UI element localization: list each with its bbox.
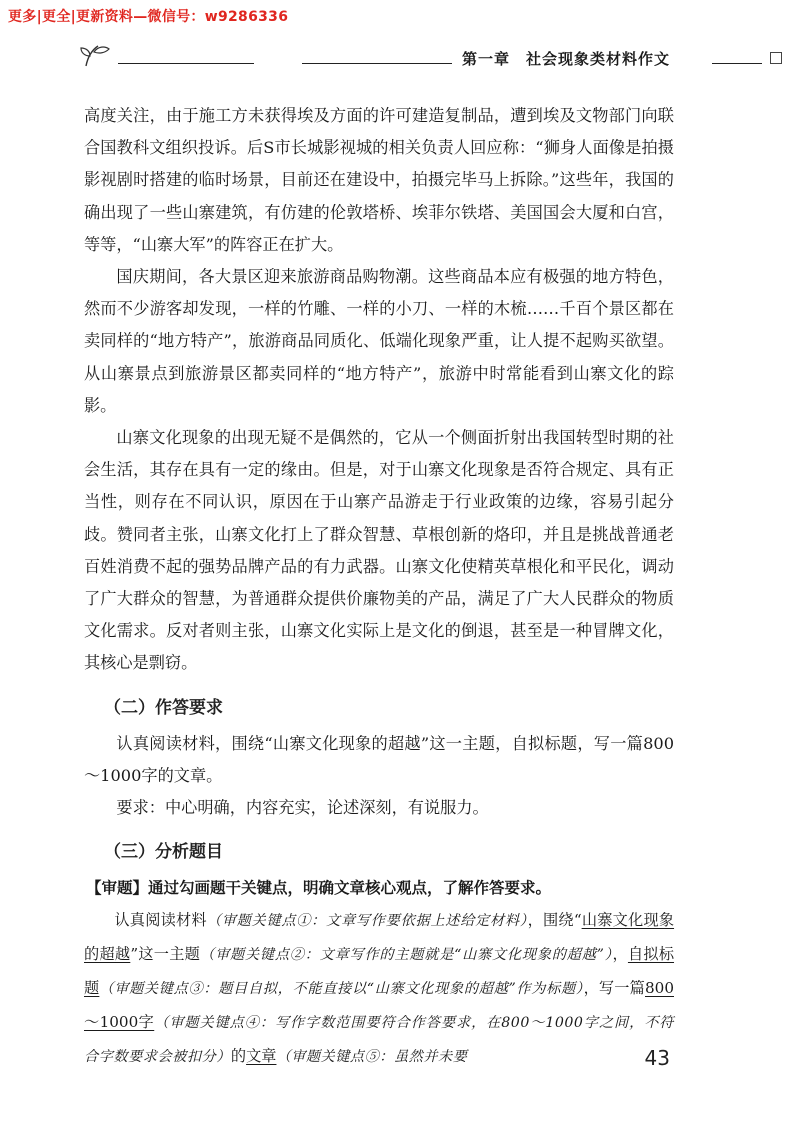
section-2-heading: （二）作答要求 [104, 697, 223, 718]
analysis-text: ”这一主题 [130, 945, 201, 964]
header-box-mark [770, 52, 782, 64]
material-paragraph-1: 高度关注，由于施工方未获得埃及方面的许可建造复制品，遭到埃及文物部门向联合国教科文组织投诉。后S市长城影视城的相关负责人回应称：“狮身人面像是拍摄影视剧时搭建的临时场景，目前还在建设中，拍摄完毕马上拆除。”这些年，我国的确出现了一些山寨建筑，有仿建的伦敦塔桥、埃菲尔铁塔、美国国会大厦和白宫，等等，“山寨大军”的阵容正在扩大。 [84, 106, 674, 254]
section-3-heading: （三）分析题目 [104, 842, 223, 863]
material-paragraph-3: 山寨文化现象的出现无疑不是偶然的，它从一个侧面折射出我国转型时期的社会生活，其存在具有一定的缘由。但是，对于山寨文化现象是否符合规定、具有正当性，则存在不同认识，原因在于山寨产品游走于行业政策的边缘，容易引起分歧。赞同者主张，山寨文化打上了群众智慧、草根创新的烙印，并且是挑战普通老百姓消费不起的强势品牌产品的有力武器。山寨文化使精英草根化和平民化，调动了广大群众的智慧，为普通群众提供价廉物美的产品，满足了广大人民群众的物质文化需求。反对者则主张，山寨文化实际上是文化的倒退，甚至是一种冒牌文化，其核心是剽窃。 [84, 428, 674, 673]
chapter-title: 第一章 社会现象类材料作文 [462, 50, 671, 68]
underlined-keyword: 自拟标题 [84, 945, 675, 998]
section-2-requirements: 要求：中心明确，内容充实，论述深刻，有说服力。 [116, 798, 489, 818]
running-header [0, 42, 800, 72]
page-body [84, 100, 674, 1074]
section-2-instruction: 认真阅读材料，围绕“山寨文化现象的超越”这一主题，自拟标题，写一篇800～1000字的文章。 [84, 733, 674, 785]
key-point-note-3: （审题关键点③：题目自拟，不能直接以“山寨文化现象的超越”作为标题） [99, 981, 584, 998]
analysis-text: ，围绕“ [527, 911, 582, 930]
header-rule-end [712, 63, 762, 64]
analysis-text: 的 [230, 1047, 247, 1066]
key-point-note-5: （审题关键点⑤：虽然并未要 [276, 1049, 468, 1066]
header-rule-left [118, 63, 254, 64]
key-point-note-2: （审题关键点②：文章写作的主题就是“山寨文化现象的超越”） [200, 947, 613, 964]
analysis-text: 认真阅读材料 [114, 911, 207, 930]
underlined-keyword: 山寨文化现象的超越 [84, 911, 675, 964]
analysis-paragraph [84, 904, 674, 1074]
key-point-note-4: （审题关键点④：写作字数范围要符合作答要求，在800～1000字之间，不符合字数要求会被扣分） [84, 1015, 674, 1066]
key-point-note-1: （审题关键点①：文章写作要依据上述给定材料） [206, 913, 528, 930]
watermark-banner: 更多|更全|更新资料—微信号：w9286336 [8, 9, 289, 25]
analysis-text: ，写一篇 [583, 979, 645, 998]
analysis-text: ， [612, 945, 628, 964]
material-paragraph-2: 国庆期间，各大景区迎来旅游商品购物潮。这些商品本应有极强的地方特色，然而不少游客却发现，一样的竹雕、一样的小刀、一样的木梳……千百个景区都在卖同样的“地方特产”，旅游商品同质化、低端化现象严重，让人提不起购买欲望。从山寨景点到旅游景区都卖同样的“地方特产”，旅游中时常能看到山寨文化的踪影。 [84, 267, 674, 415]
shenti-text: 通过勾画题干关键点，明确文章核心观点，了解作答要求。 [148, 879, 552, 898]
shenti-line [84, 872, 674, 904]
page-number: 43 [644, 1046, 670, 1070]
shenti-tag: 【审题】 [86, 879, 149, 898]
header-rule-right [302, 63, 452, 64]
underlined-keyword: 800～1000字 [84, 979, 674, 1032]
underlined-keyword: 文章 [246, 1047, 277, 1066]
leaf-ornament-icon [78, 42, 118, 68]
